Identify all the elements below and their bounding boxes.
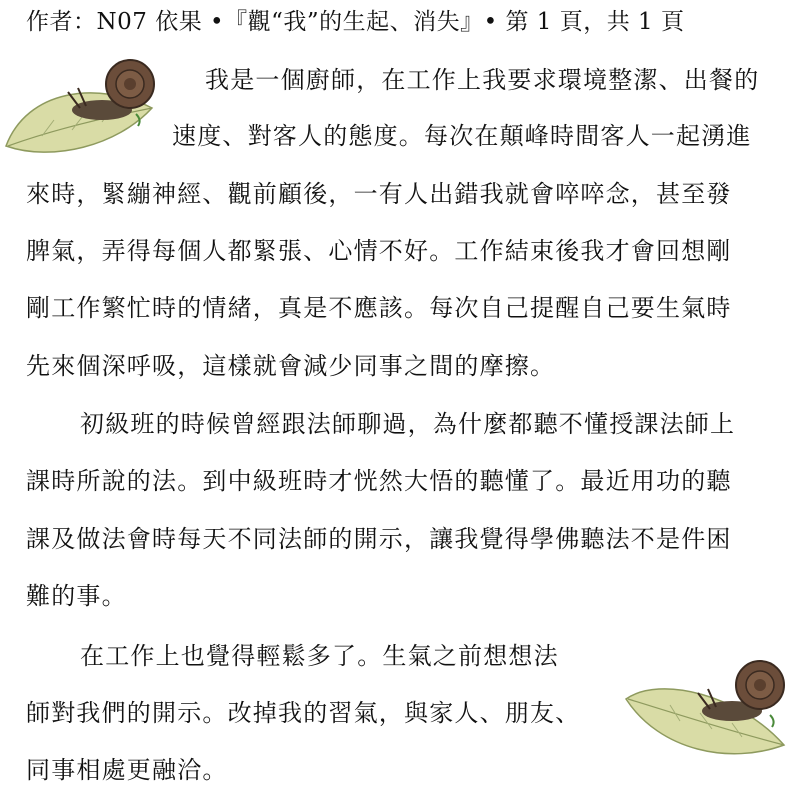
text-line: 剛工作繁忙時的情緒，真是不應該。每次自己提醒自己要生氣時 [26, 294, 732, 322]
text-line: 速度、對客人的態度。每次在顛峰時間客人一起湧進 [172, 122, 752, 150]
snail-on-leaf-illustration-bottom [620, 655, 790, 770]
text-line: 課時所說的法。到中級班時才恍然大悟的聽懂了。最近用功的聽 [26, 467, 732, 495]
text-line: 難的事。 [26, 582, 127, 610]
text-line: 我是一個廚師，在工作上我要求環境整潔、出餐的 [205, 66, 760, 94]
text-line: 在工作上也覺得輕鬆多了。生氣之前想想法 [80, 642, 559, 670]
text-line: 同事相處更融洽。 [26, 756, 228, 784]
text-line: 師對我們的開示。改掉我的習氣，與家人、朋友、 [26, 699, 581, 727]
text-line: 脾氣，弄得每個人都緊張、心情不好。工作結束後我才會回想剛 [26, 237, 732, 265]
snail-on-leaf-illustration-top [2, 50, 162, 160]
text-line: 初級班的時候曾經跟法師聊過，為什麼都聽不懂授課法師上 [80, 410, 736, 438]
text-line: 來時，緊繃神經、觀前顧後，一有人出錯我就會啐啐念，甚至發 [26, 180, 732, 208]
text-line: 先來個深呼吸，這樣就會減少同事之間的摩擦。 [26, 352, 556, 380]
page-header: 作者：N07 依果 •『觀“我”的生起、消失』• 第 1 頁，共 1 頁 [26, 9, 685, 35]
text-line: 課及做法會時每天不同法師的開示，讓我覺得學佛聽法不是件困 [26, 525, 732, 553]
